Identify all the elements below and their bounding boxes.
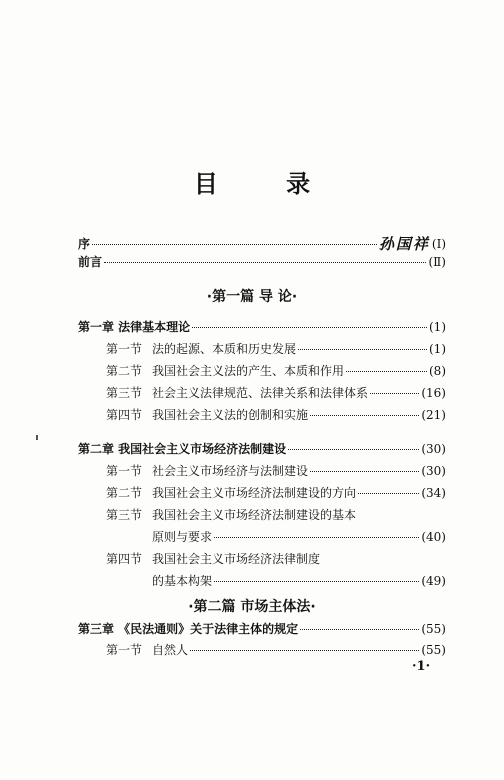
leader-dots — [190, 650, 419, 651]
entry-page: (55) — [421, 643, 446, 657]
toc-entry-foreword[interactable] — [78, 253, 446, 273]
entry-page: (Ⅱ) — [428, 255, 446, 269]
section-number: 第四节 — [106, 552, 143, 566]
handwritten-signature: 孙国祥 — [378, 235, 430, 253]
entry-page: (1) — [429, 342, 446, 356]
toc-entry-section[interactable] — [78, 362, 446, 382]
toc-entry-section[interactable] — [78, 340, 446, 360]
toc-entry-chapter-1[interactable] — [78, 318, 446, 338]
entry-page: (30) — [421, 464, 446, 478]
section-number: 第四节 — [106, 408, 143, 422]
leader-dots — [310, 415, 419, 416]
section-title: 我国社会主义市场经济法制建设的方向 — [152, 486, 357, 500]
section-title-continued: 原则与要求 — [152, 530, 213, 544]
toc-entry-preface[interactable] — [78, 232, 446, 252]
leader-dots — [310, 471, 419, 472]
leader-dots — [298, 349, 427, 350]
section-number: 第三节 — [106, 508, 143, 522]
entry-page: (30) — [421, 442, 446, 456]
toc-entry-chapter-3[interactable] — [78, 620, 446, 640]
section-number: 第一节 — [106, 464, 143, 478]
entry-page: (1) — [429, 320, 446, 334]
leader-dots — [104, 262, 426, 263]
entry-label: 第三章 《民法通则》关于法律主体的规定 — [78, 622, 299, 636]
entry-page: (8) — [429, 364, 446, 378]
page-title: 目 录 — [193, 170, 341, 198]
leader-dots — [358, 493, 419, 494]
leader-dots — [288, 449, 419, 450]
toc-entry-section[interactable] — [78, 550, 446, 570]
toc-entry-section[interactable] — [78, 641, 446, 661]
leader-dots — [300, 629, 419, 630]
leader-dots — [92, 244, 377, 245]
section-title: 我国社会主义法的创制和实施 — [152, 408, 309, 422]
toc-entry-section[interactable] — [78, 462, 446, 482]
entry-label: 第二章 我国社会主义市场经济法制建设 — [78, 442, 287, 456]
toc-entry-section[interactable] — [78, 384, 446, 404]
leader-dots — [214, 581, 419, 582]
section-title: 社会主义法律规范、法律关系和法律体系 — [152, 386, 369, 400]
entry-label: 前言 — [78, 255, 103, 269]
part-heading-2: ·第二篇 市场主体法· — [188, 599, 316, 615]
section-title: 法的起源、本质和历史发展 — [152, 342, 297, 356]
section-title-continued: 的基本构架 — [152, 574, 213, 588]
part-heading-1: ·第一篇 导 论· — [206, 289, 298, 305]
leader-dots — [346, 371, 427, 372]
toc-entry-chapter-2[interactable] — [78, 440, 446, 460]
section-number: 第一节 — [106, 342, 143, 356]
scan-mark — [36, 435, 38, 440]
page-number: ·1· — [412, 659, 431, 674]
toc-entry-section-continued[interactable] — [78, 572, 446, 592]
toc-entry-section[interactable] — [78, 484, 446, 504]
leader-dots — [214, 537, 419, 538]
entry-page: (49) — [421, 574, 446, 588]
section-title: 我国社会主义市场经济法制建设的基本 — [152, 508, 357, 522]
entry-page: (34) — [421, 486, 446, 500]
section-number: 第二节 — [106, 486, 143, 500]
entry-page: (40) — [421, 530, 446, 544]
section-title: 自然人 — [152, 643, 189, 657]
leader-dots — [370, 393, 419, 394]
section-number: 第三节 — [106, 386, 143, 400]
section-title: 我国社会主义法的产生、本质和作用 — [152, 364, 345, 378]
entry-label: 第一章 法律基本理论 — [78, 320, 191, 334]
toc-entry-section[interactable] — [78, 506, 446, 526]
toc-entry-section[interactable] — [78, 406, 446, 426]
section-number: 第一节 — [106, 643, 143, 657]
entry-page: (21) — [421, 408, 446, 422]
section-title: 社会主义市场经济与法制建设 — [152, 464, 309, 478]
entry-page: (16) — [421, 386, 446, 400]
leader-dots — [192, 327, 427, 328]
entry-label: 序 — [78, 237, 91, 251]
entry-page: (55) — [421, 622, 446, 636]
section-title: 我国社会主义市场经济法律制度 — [152, 552, 321, 566]
entry-page: (Ⅰ) — [431, 237, 446, 251]
toc-entry-section-continued[interactable] — [78, 528, 446, 548]
section-number: 第二节 — [106, 364, 143, 378]
